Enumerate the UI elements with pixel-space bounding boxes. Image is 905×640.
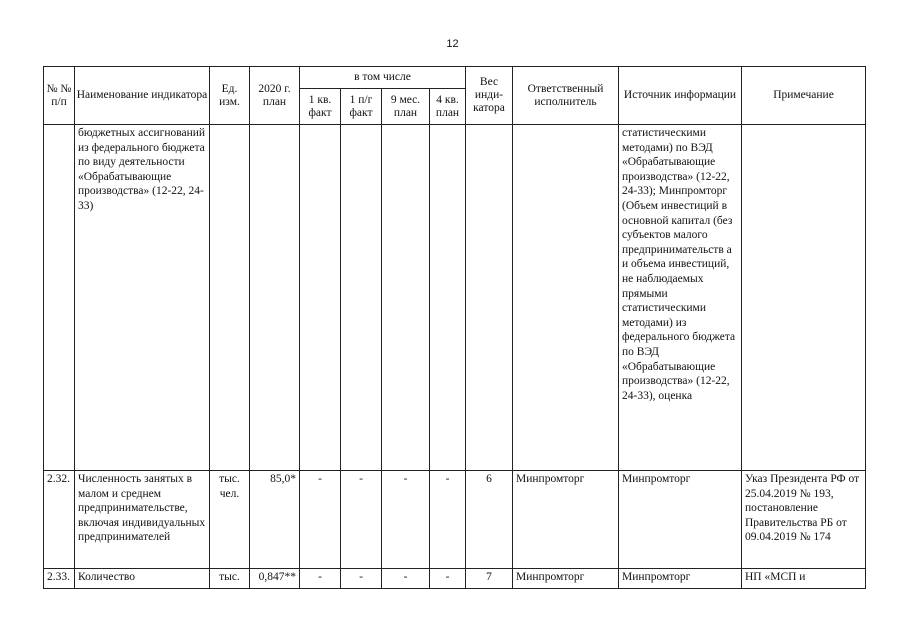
table-row [44,569,866,589]
row-m9 [382,125,430,471]
header-q1: 1 кв. факт [300,89,341,125]
row-q1: - [300,471,341,569]
row-unit [210,125,250,471]
row-m9: - [382,471,430,569]
header-m9: 9 мес. план [382,89,430,125]
header-source: Источник информации [619,67,742,125]
row-responsible: Минпромторг [513,569,619,589]
header-row-1 [44,67,866,89]
row-num: 2.33. [44,569,75,589]
table-row [44,125,866,471]
header-unit: Ед. изм. [210,67,250,125]
header-plan-2020: 2020 г. план [250,67,300,125]
row-h1: - [341,471,382,569]
row-m9: - [382,569,430,589]
header-responsible: Ответственный исполнитель [513,67,619,125]
row-name: бюджетных ассигнований из федерального бюджета по виду деятельности «Обрабатывающие производства» (12-22, 24-33) [75,125,210,471]
row-h1 [341,125,382,471]
header-q4: 4 кв. план [430,89,466,125]
header-name: Наименование индикатора [75,67,210,125]
row-unit: тыс. чел. [210,471,250,569]
row-q4: - [430,471,466,569]
row-weight: 6 [466,471,513,569]
row-source: статистическими методами) по ВЭД «Обрабатывающие производства» (12-22, 24-33); Минпромторг (Объем инвестиций в основной капитал (без субъектов малого предпринимательств а и объема инвестиций, не наблюдаемых прямыми статистическими методами) из федерального бюджета по ВЭД «Обрабатывающие производства» (12-22, 24-33), оценка [619,125,742,471]
row-plan: 0,847** [250,569,300,589]
row-weight [466,125,513,471]
row-h1: - [341,569,382,589]
row-plan: 85,0* [250,471,300,569]
row-note [742,125,866,471]
header-including: в том числе [300,67,466,89]
row-name: Количество [75,569,210,589]
row-num: 2.32. [44,471,75,569]
header-note: Примечание [742,67,866,125]
row-responsible [513,125,619,471]
row-responsible: Минпромторг [513,471,619,569]
row-q4: - [430,569,466,589]
row-plan [250,125,300,471]
row-q1: - [300,569,341,589]
row-num [44,125,75,471]
row-source: Минпромторг [619,569,742,589]
row-weight: 7 [466,569,513,589]
row-name: Численность занятых в малом и среднем предпринимательстве, включая индивидуальных предпринимателей [75,471,210,569]
header-weight: Вес инди-катора [466,67,513,125]
row-q4 [430,125,466,471]
table-row [44,471,866,569]
row-note: НП «МСП и [742,569,866,589]
header-h1: 1 п/г факт [341,89,382,125]
indicators-table [43,66,866,589]
header-num: № № п/п [44,67,75,125]
row-note: Указ Президента РФ от 25.04.2019 № 193, постановление Правительства РБ от 09.04.2019 № 174 [742,471,866,569]
row-q1 [300,125,341,471]
row-source: Минпромторг [619,471,742,569]
row-unit: тыс. [210,569,250,589]
page-number: 12 [446,38,459,50]
